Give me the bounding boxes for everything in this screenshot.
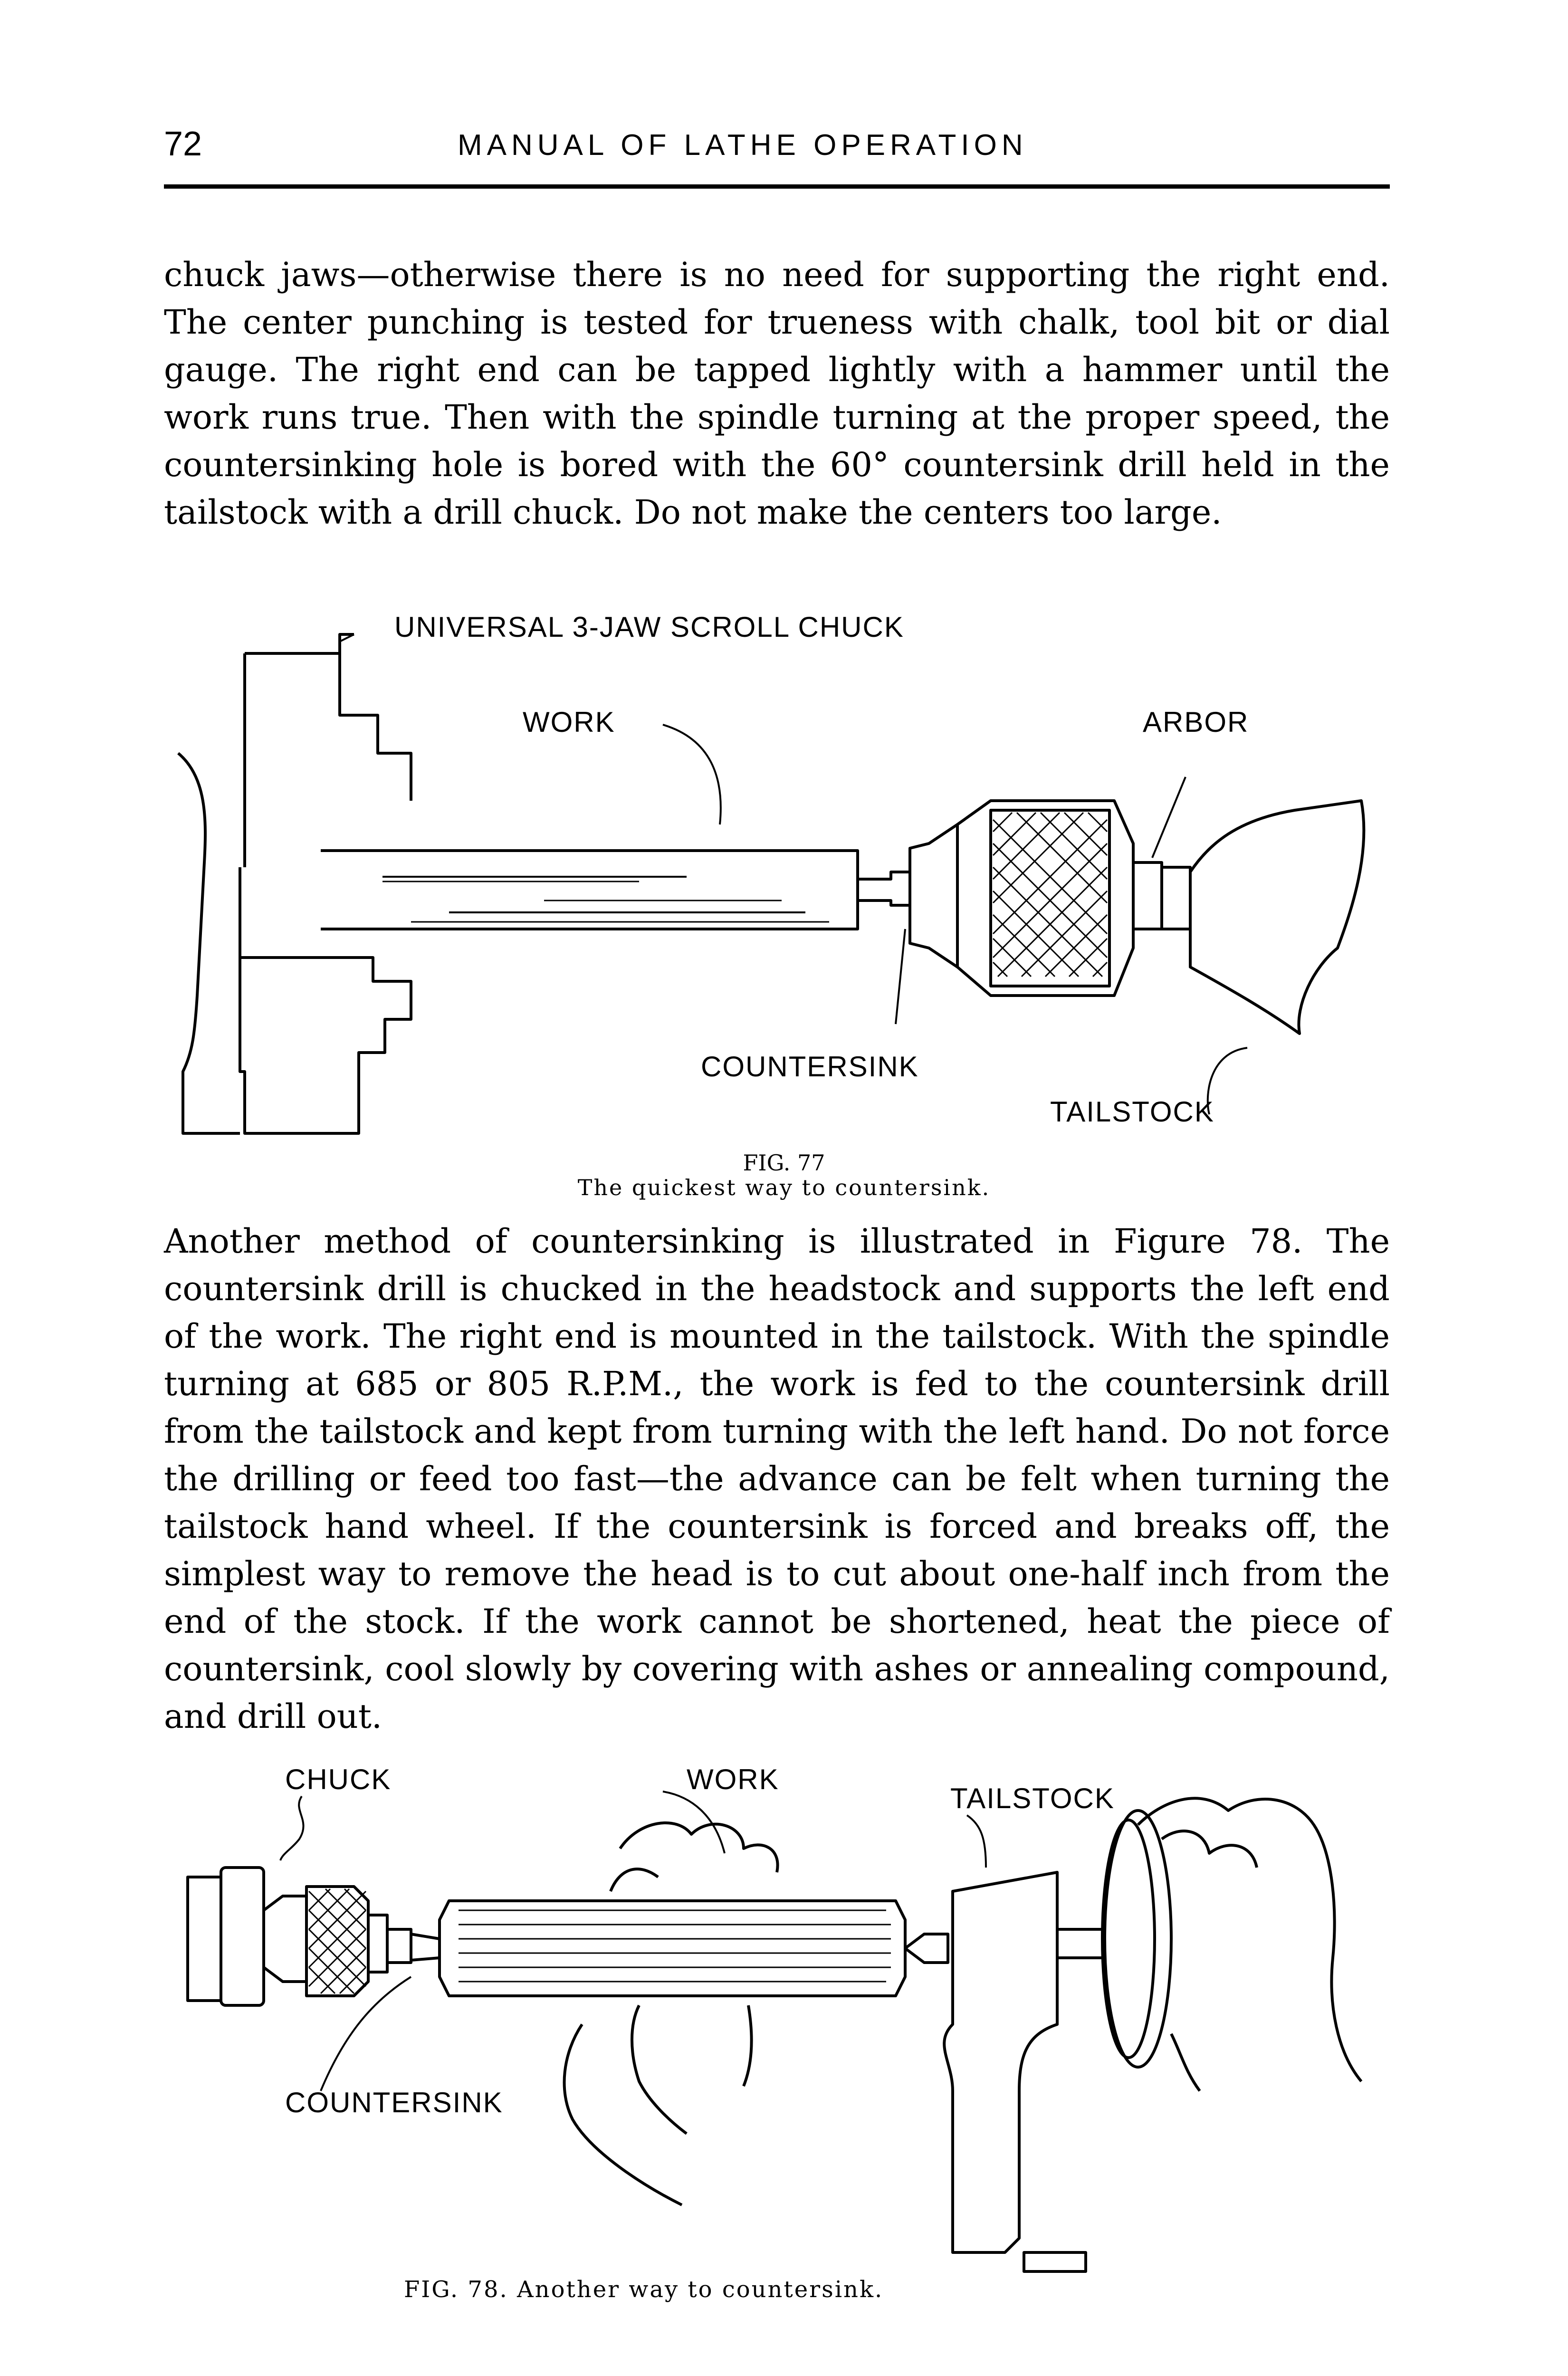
page-header — [164, 125, 1390, 177]
label-countersink: COUNTERSINK — [701, 1051, 919, 1083]
label-chuck: CHUCK — [285, 1763, 392, 1795]
paragraph-1: chuck jaws—otherwise there is no need for supporting the right end. The center punching is tested for trueness with chalk, tool bit or dial gauge. The right end can be tapped lightly with a hammer until the work runs true. Then with the spindle turning at the proper speed, the countersinking hole is bored with the 60° countersink drill held in the tailstock with a drill chuck. Do not make the centers too large. — [164, 255, 1390, 532]
label-tailstock: TAILSTOCK — [950, 1782, 1115, 1814]
figure-77-number: FIG. 77 — [743, 1150, 825, 1176]
figure-78 — [164, 1758, 1399, 2290]
label-countersink: COUNTERSINK — [285, 2087, 503, 2118]
header-rule — [164, 184, 1390, 189]
figure-77-caption: The quickest way to countersink. — [577, 1175, 991, 1200]
label-tailstock: TAILSTOCK — [1050, 1096, 1214, 1128]
label-work: WORK — [523, 706, 615, 738]
figure-78-caption: FIG. 78. Another way to countersink. — [404, 2276, 884, 2303]
paragraph-2: Another method of countersinking is illustrated in Figure 78. The countersink drill is chucked in the headstock and supports the left end of the work. The right end is mounted in the tailstock. With the spindle turning at 685 or 805 R.P.M., the work is fed to the countersink drill from the tailstock and kept from turning with the left hand. Do not force the drilling or feed too fast—the advance can be felt when turning the tailstock hand wheel. If the countersink is forced and breaks off, the simplest way to remove the head is to cut about one-half inch from the end of the stock. If the work cannot be shortened, heat the piece of countersink, cool slowly by covering with ashes or annealing compound, and drill out. — [164, 1222, 1390, 1736]
page-number: 72 — [164, 125, 202, 163]
figure-77 — [164, 596, 1399, 1167]
label-work: WORK — [687, 1763, 779, 1795]
label-arbor: ARBOR — [1143, 706, 1249, 738]
figure-78-drawing — [164, 1758, 1399, 2290]
running-title: MANUAL OF LATHE OPERATION — [458, 129, 1028, 162]
label-universal-chuck: UNIVERSAL 3-JAW SCROLL CHUCK — [394, 611, 904, 643]
